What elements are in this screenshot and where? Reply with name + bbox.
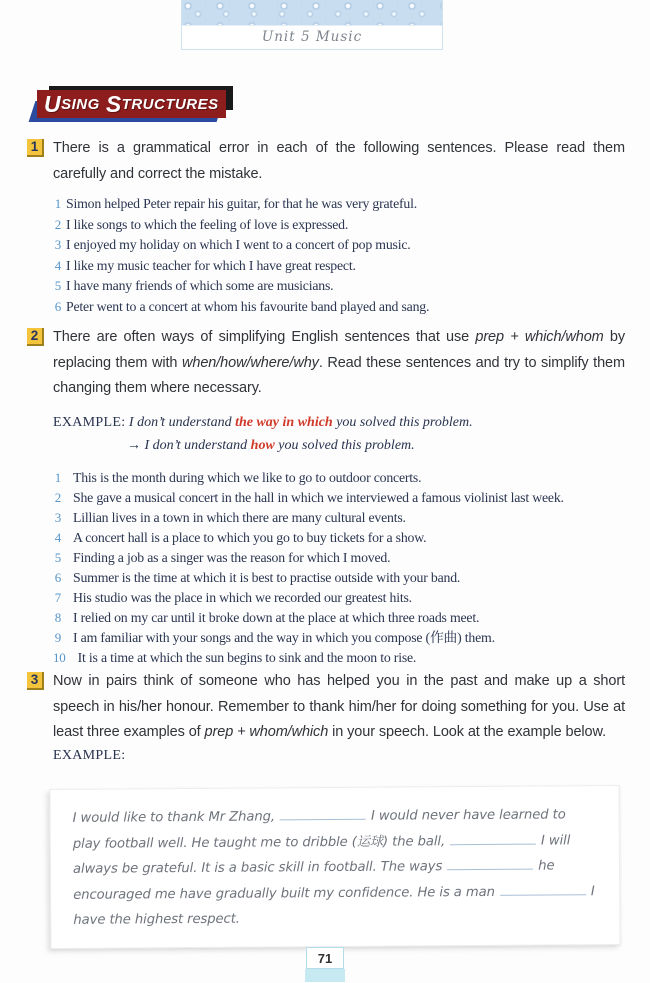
exercise-3-instructions: Now in pairs think of someone who has helped you in the past and make up a short speech in his/her honour. Remember to thank him/her for doing something for you. Use at least three examples of prep + whom/which in your speech. Look at the example below.	[53, 673, 625, 740]
blank-line	[447, 857, 533, 871]
sentence-item: 1 Simon helped Peter repair his guitar, for that he was very grateful.	[54, 196, 417, 211]
exercise-1-instructions: There is a grammatical error in each of the following sentences. Please read them carefully and correct the mistake.	[53, 140, 625, 182]
page-number-accent	[305, 969, 345, 982]
unit-title: Unit 5 Music	[261, 29, 363, 45]
exercise-2-instructions: There are often ways of simplifying English sentences that use prep + which/whom by replacing them with when/how/where/why. Read these sentences and try to simplify them changing them where necessary.	[53, 329, 626, 396]
sentence-item: 2 She gave a musical concert in the hall in which we interviewed a famous violinist last week.	[54, 489, 564, 505]
sentence-item: 4 A concert hall is a place to which you go to buy tickets for a show.	[54, 529, 427, 545]
banner-title	[37, 90, 226, 118]
banner-title-rest2: TRUCTURES	[121, 95, 219, 113]
italic-term: prep + whom/which	[204, 724, 329, 740]
exercise-1	[27, 136, 625, 318]
sentence-item: 6 Summer is the time at which it is best to practise outside with your band.	[54, 569, 461, 585]
sentence-item: 3 Lillian lives in a town in which there are many cultural events.	[54, 509, 406, 525]
exercise-2-sentences	[53, 468, 625, 669]
exercise-number-badge: 2	[27, 328, 44, 346]
arrow-icon: →	[127, 437, 145, 453]
unit-header	[181, 0, 443, 50]
banner-title-cap1: U	[44, 91, 62, 117]
highlighted-phrase: the way in which	[235, 414, 333, 430]
sentence-item: 7 His studio was the place in which we recorded our greatest hits.	[54, 590, 412, 606]
handwritten-speech: I would like to thank Mr Zhang, I would never have learned to play football well. He taught me to dribble (运球) the ball, I will always be grateful. It is a basic skill in football. The ways he encouraged me have gradually built my confidence. He is a man I have the highest respect.	[72, 807, 595, 928]
sentence-item: 5 I have many friends of which some are musicians.	[54, 278, 334, 294]
italic-term: when/how/where/why	[181, 354, 319, 371]
banner-title-rest1: SING	[61, 95, 100, 113]
blank-line	[280, 807, 366, 821]
exercise-3	[27, 669, 625, 764]
italic-term: prep + which/whom	[475, 329, 604, 345]
banner-title-cap2: S	[105, 91, 122, 117]
using-structures-banner	[24, 84, 264, 129]
highlighted-phrase: how	[250, 437, 275, 453]
exercise-2-example: EXAMPLE: I don’t understand the way in which you solved this problem. → I don’t understand how you solved this problem.	[53, 414, 473, 453]
example-label: EXAMPLE:	[53, 747, 126, 763]
sentence-item: 10 It is a time at which the sun begins to sink and the moon to rise.	[53, 650, 417, 666]
exercise-number-badge: 1	[27, 139, 44, 157]
handwritten-example-box	[49, 785, 620, 948]
sentence-item: 3 I enjoyed my holiday on which I went to a concert of pop music.	[54, 237, 411, 253]
sentence-item: 5 Finding a job as a singer was the reason for which I moved.	[54, 549, 391, 565]
exercise-1-sentences	[53, 194, 625, 318]
sentence-item: 1 This is the month during which we like to go to outdoor concerts.	[54, 469, 422, 485]
blank-line	[450, 831, 536, 845]
water-droplets-image	[182, 0, 442, 26]
blank-line	[500, 882, 586, 896]
footer	[0, 947, 650, 982]
sentence-item: 6 Peter went to a concert at whom his favourite band played and sang.	[54, 298, 430, 314]
sentence-item: 8 I relied on my car until it broke down at the place at which three roads meet.	[54, 610, 480, 626]
sentence-item: 4 I like my music teacher for which I have great respect.	[54, 257, 356, 273]
exercise-2	[27, 325, 625, 668]
exercise-number-badge: 3	[27, 672, 44, 690]
example-label: EXAMPLE:	[53, 414, 126, 430]
page-number: 71	[306, 947, 344, 969]
sentence-item: 9 I am familiar with your songs and the way in which you compose (作曲) them.	[54, 630, 495, 646]
sentence-item: 2 I like songs to which the feeling of love is expressed.	[54, 216, 349, 232]
